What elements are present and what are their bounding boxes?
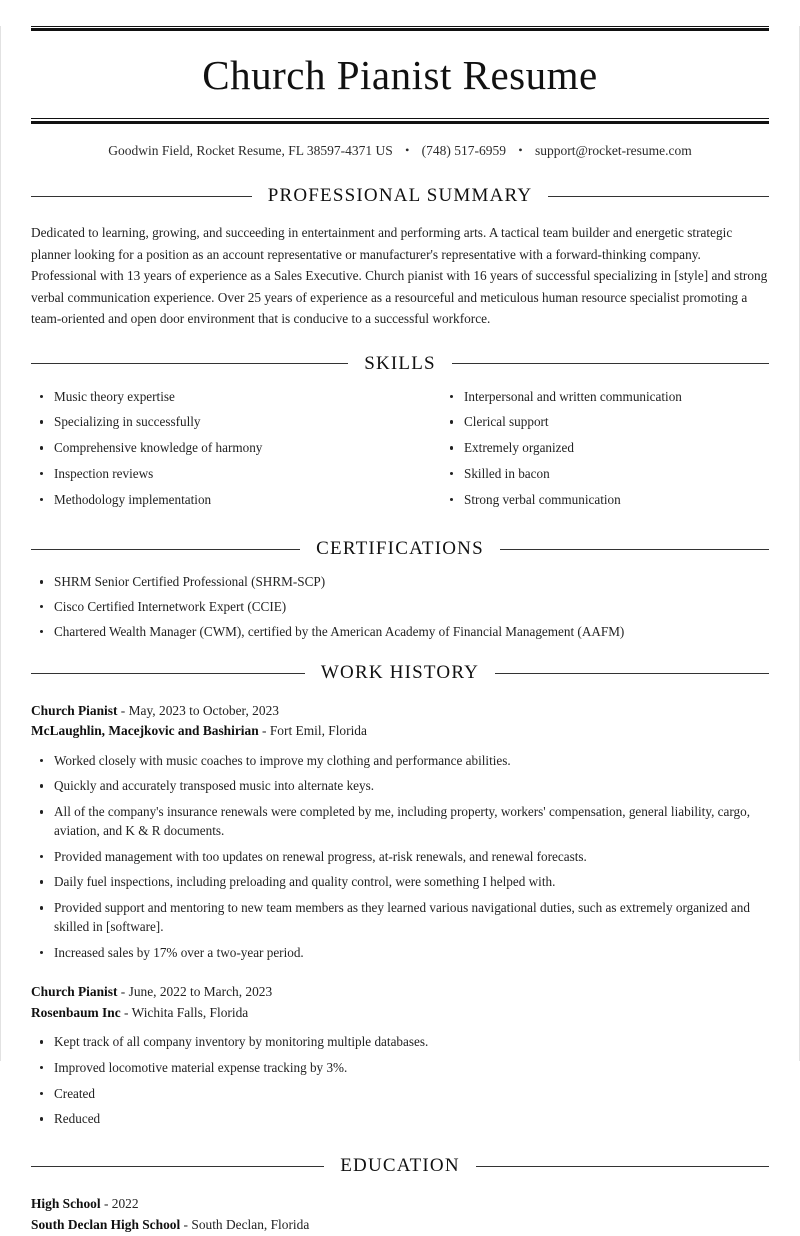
skills-column-right (400, 388, 769, 517)
job-dates: May, 2023 to October, 2023 (128, 703, 279, 718)
section-rule-right (548, 196, 769, 197)
work-history-entry (31, 982, 769, 1129)
skills-list-right (441, 388, 769, 509)
job-company: Rosenbaum Inc (31, 1004, 121, 1020)
section-rule-right (476, 1166, 769, 1167)
section-title: EDUCATION (340, 1155, 460, 1177)
section-title: PROFESSIONAL SUMMARY (267, 185, 533, 207)
section-rule-left (31, 196, 252, 197)
education-school: South Declan High School (31, 1216, 181, 1232)
list-item: Kept track of all company inventory by monitoring multiple databases. (31, 1033, 769, 1052)
job-location: Wichita Falls, Florida (131, 1004, 249, 1020)
education-separator: - (103, 1196, 109, 1212)
education-school-line (31, 1215, 769, 1236)
job-bullets (31, 1033, 769, 1129)
list-item: Reduced (31, 1110, 769, 1129)
header-top-rule (31, 26, 769, 31)
resume-page (0, 26, 800, 1232)
job-company-separator: - (262, 723, 267, 739)
job-bullets (31, 752, 769, 963)
list-item: Music theory expertise (31, 388, 400, 406)
list-item: Improved locomotive material expense tracking by 3%. (31, 1059, 769, 1078)
list-item: Chartered Wealth Manager (CWM), certified by the American Academy of Financial Management (AAFM) (31, 623, 769, 641)
list-item: Cisco Certified Internetwork Expert (CCIE) (31, 598, 769, 616)
job-title-separator: - (120, 703, 126, 718)
section-rule-left (31, 1166, 324, 1167)
section-rule-left (31, 549, 300, 550)
section-header-skills (31, 353, 769, 375)
education-entry (31, 1194, 769, 1236)
skills-list-left (31, 388, 400, 509)
section-title: SKILLS (364, 352, 436, 374)
list-item: Quickly and accurately transposed music into alternate keys. (31, 777, 769, 796)
list-item: Provided management with too updates on renewal progress, at-risk renewals, and renewal forecasts. (31, 848, 769, 867)
list-item: Methodology implementation (31, 491, 400, 509)
job-title: Church Pianist (31, 984, 118, 1000)
list-item: Clerical support (441, 413, 769, 431)
education-separator: - (183, 1216, 189, 1232)
section-header-education (31, 1155, 769, 1177)
job-company: McLaughlin, Macejkovic and Bashirian (31, 723, 259, 739)
job-title-line (31, 982, 769, 1002)
list-item: Worked closely with music coaches to improve my clothing and performance abilities. (31, 752, 769, 771)
list-item: Specializing in successfully (31, 413, 400, 431)
section-rule-right (500, 549, 769, 550)
section-header-professional-summary (31, 185, 769, 207)
education-degree: High School (31, 1196, 101, 1212)
professional-summary-text: Dedicated to learning, growing, and succeeding in entertainment and performing arts. A tactical team builder and energetic strategic planner looking for a position as an account representative or manufacturer's representative with a forward-thinking company. Professional with 13 years of experience as a Sales Executive. Church pianist with 16 years of successful specializing in [style] and strong verbal communication experience. Over 25 years of experience as a resourceful and meticulous human resource specialist promoting a team-oriented and open door environment that is conducive to a successful workforce. (31, 225, 768, 327)
job-company-separator: - (124, 1004, 129, 1020)
contact-address: Goodwin Field, Rocket Resume, FL 38597-4371 US (108, 143, 393, 159)
list-item: Interpersonal and written communication (441, 388, 769, 406)
job-company-line (31, 721, 769, 741)
list-item: Comprehensive knowledge of harmony (31, 439, 400, 457)
job-title-line (31, 701, 769, 721)
section-header-work-history (31, 662, 769, 684)
job-company-line (31, 1003, 769, 1023)
list-item: SHRM Senior Certified Professional (SHRM-SCP) (31, 573, 769, 591)
list-item: Extremely organized (441, 439, 769, 457)
section-title: CERTIFICATIONS (316, 538, 484, 560)
job-dates: June, 2022 to March, 2023 (128, 984, 273, 1000)
list-item: Inspection reviews (31, 465, 400, 483)
section-rule-right (452, 363, 769, 364)
job-title: Church Pianist (31, 703, 118, 718)
section-title: WORK HISTORY (320, 662, 480, 683)
list-item: All of the company's insurance renewals were completed by me, including property, workers' compensation, general liability, cargo, aviation, and K & R documents. (31, 803, 769, 840)
section-rule-right (495, 673, 769, 674)
education-location: South Declan, Florida (191, 1216, 310, 1232)
education-degree-line (31, 1194, 769, 1215)
contact-separator-icon: • (405, 143, 410, 158)
list-item: Skilled in bacon (441, 465, 769, 483)
list-item: Provided support and mentoring to new team members as they learned various navigational duties, such as extremely organized and skilled in [software]. (31, 899, 769, 936)
work-history-entry (31, 701, 769, 962)
contact-phone[interactable]: (748) 517-6959 (421, 143, 507, 159)
certifications-list (31, 573, 769, 641)
skills-columns (31, 388, 769, 517)
section-rule-left (31, 363, 348, 364)
list-item: Increased sales by 17% over a two-year period. (31, 944, 769, 963)
page-title: Church Pianist Resume (202, 52, 598, 98)
skills-column-left (31, 388, 400, 517)
list-item: Daily fuel inspections, including preloading and quality control, were something I helped with. (31, 873, 769, 892)
contact-line (31, 143, 769, 159)
list-item: Created (31, 1085, 769, 1104)
contact-email[interactable]: support@rocket-resume.com (535, 143, 692, 159)
job-title-separator: - (120, 984, 126, 1000)
list-item: Strong verbal communication (441, 491, 769, 509)
section-header-certifications (31, 538, 769, 560)
section-rule-left (31, 673, 305, 674)
job-location: Fort Emil, Florida (269, 723, 367, 739)
header-bottom-rule (31, 118, 769, 124)
contact-separator-icon: • (518, 143, 523, 158)
education-year: 2022 (111, 1196, 139, 1212)
